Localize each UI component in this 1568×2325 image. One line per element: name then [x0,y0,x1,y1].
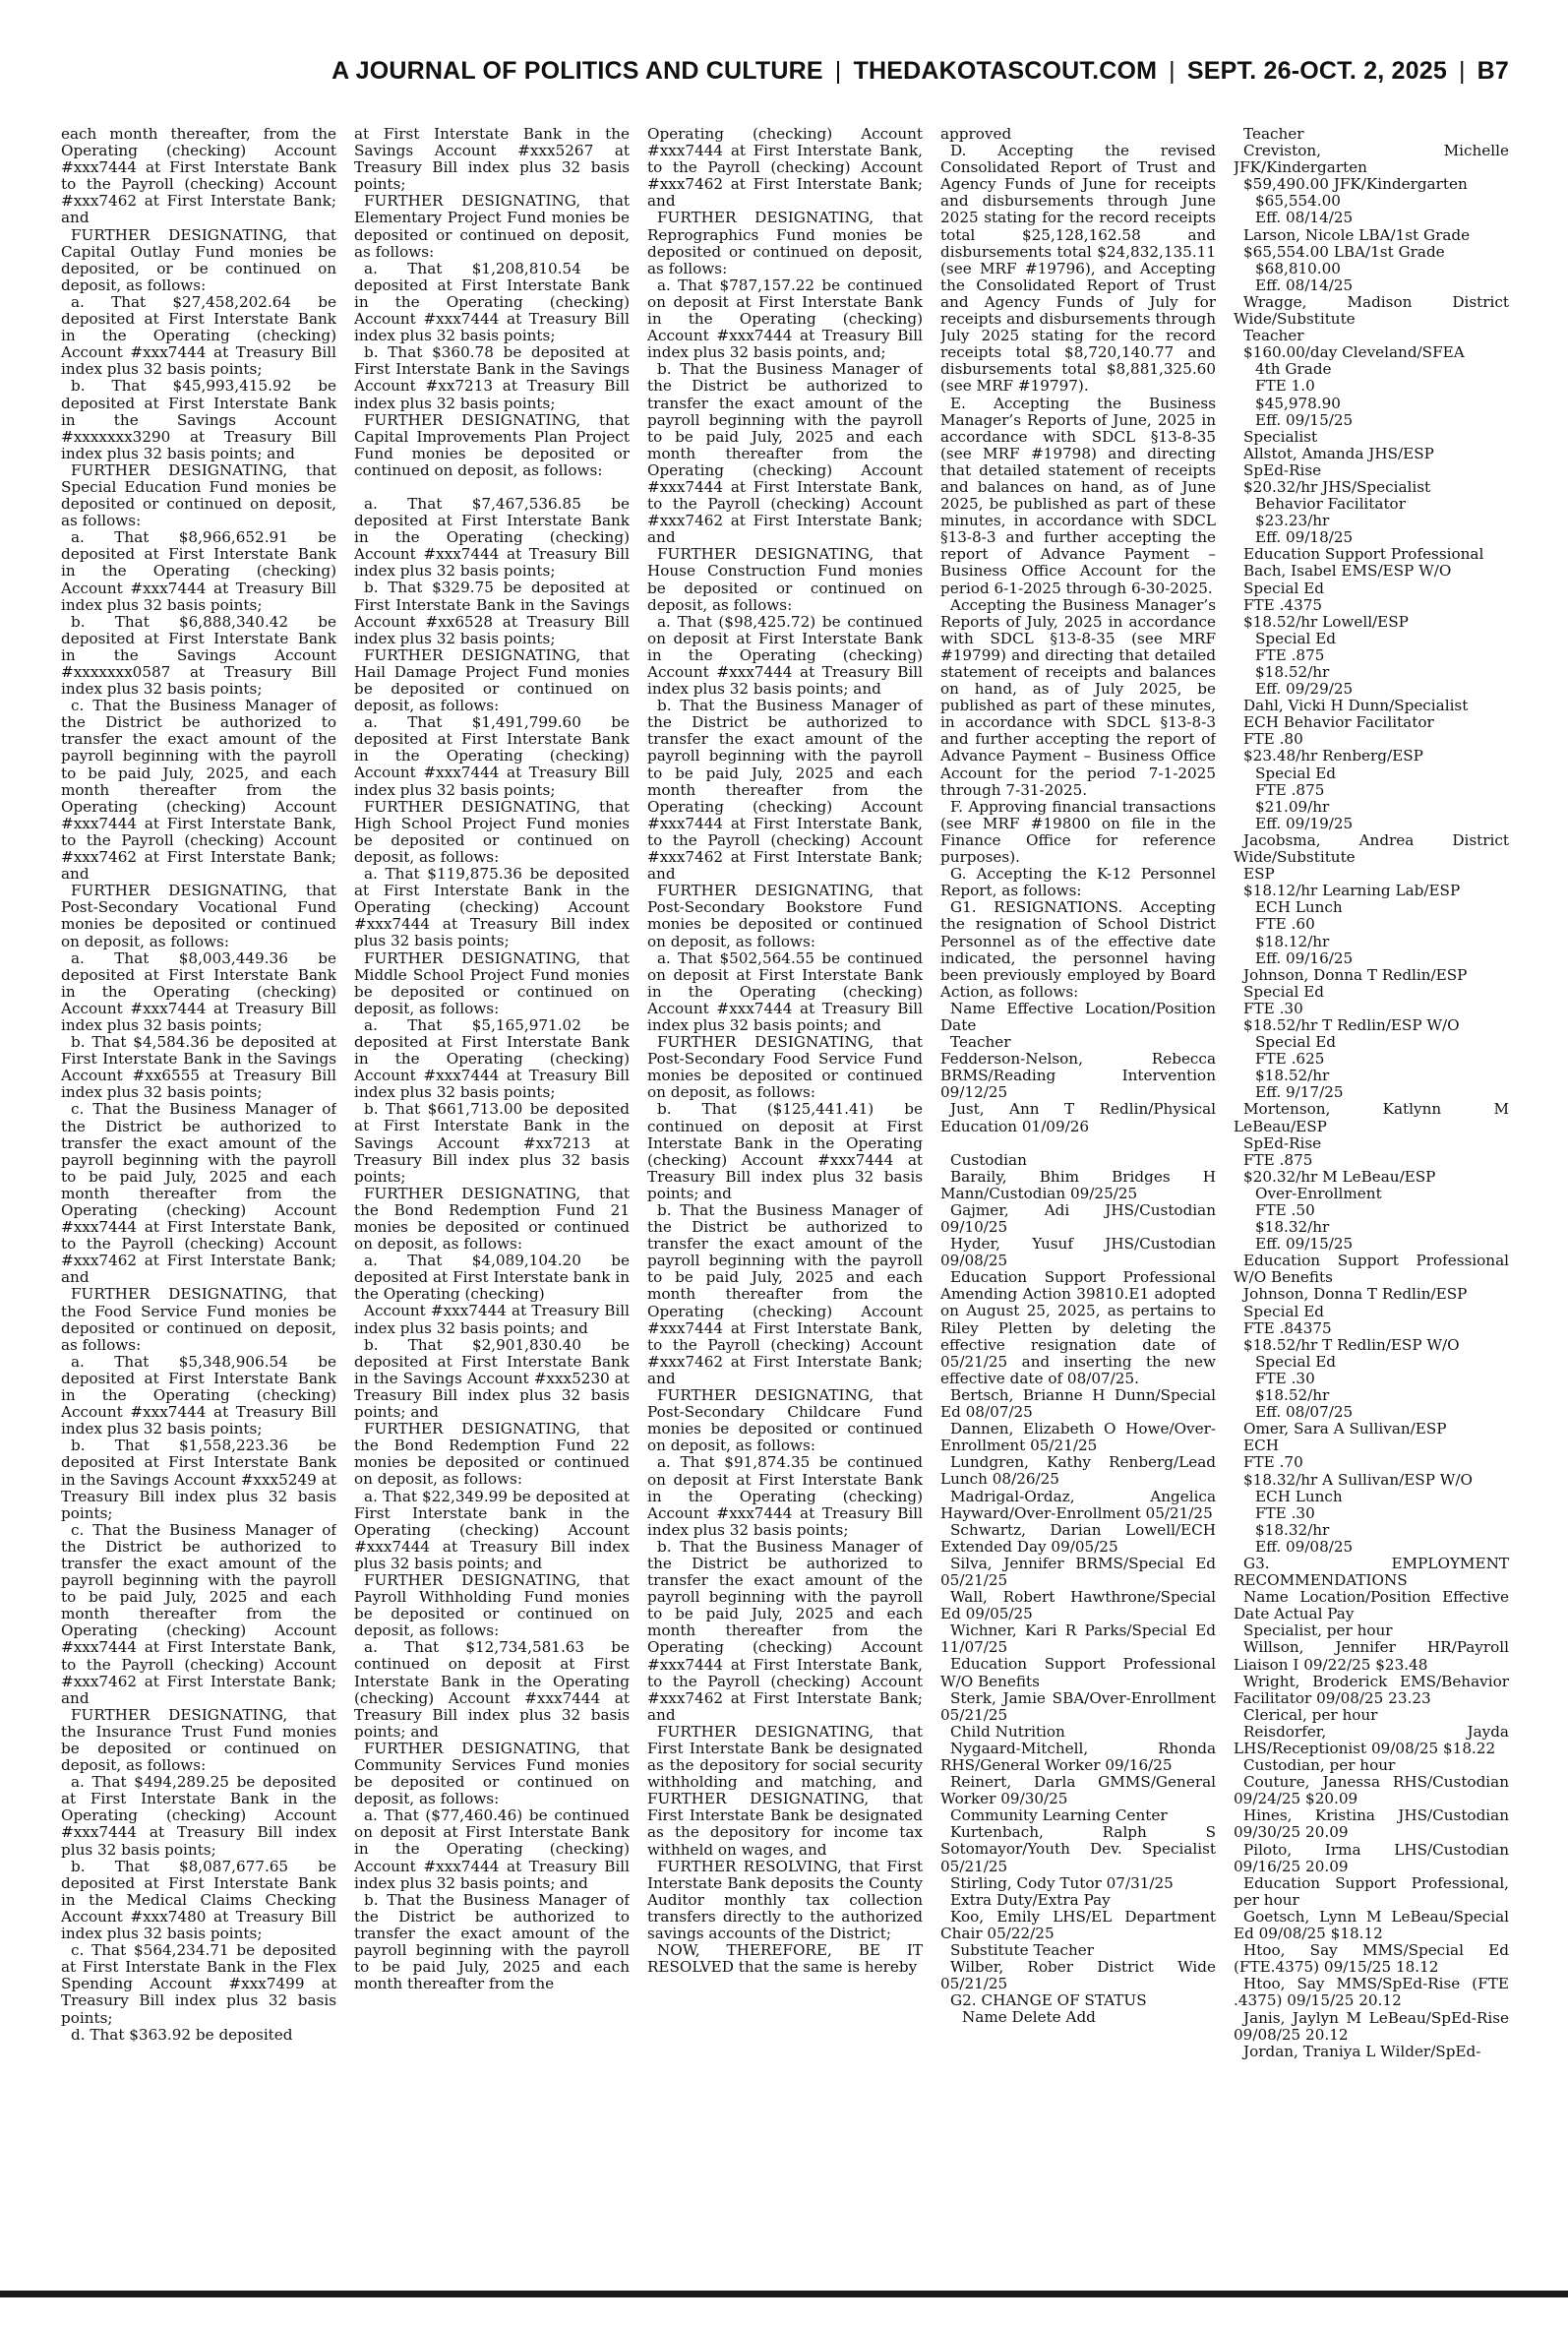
notice-paragraph: Account #xxx7444 at Treasury Bill index plus 32 basis points; and [354,1302,630,1337]
notice-paragraph: a. That $8,966,652.91 be deposited at First Interstate Bank in the Operating (checking) Account #xxx7444 at Treasury Bill index plus 32 basis points; [61,528,336,614]
notice-paragraph: c. That $564,234.71 be deposited at First Interstate Bank in the Flex Spending Account #xxx7499 at Treasury Bill index plus 32 basis points; [61,1941,336,2027]
notice-paragraph: FTE .84375 [1243,1318,1332,1337]
notice-paragraph: FURTHER RESOLVING, that First Interstate Bank deposits the County Auditor monthly tax collection transfers directly to the authorized savings accounts of the District; [647,1857,923,1943]
notice-paragraph: Goetsch, Lynn M LeBeau/Special Ed 09/08/25 $18.12 [1234,1907,1509,1943]
notice-paragraph: $18.52/hr [1255,663,1330,681]
notice-paragraph: Clerical, per hour [1243,1705,1378,1724]
notice-paragraph: Johnson, Donna T Redlin/ESP [1243,1285,1468,1304]
issue-dates: SEPT. 26-OCT. 2, 2025 [1186,56,1447,85]
notice-paragraph: FURTHER DESIGNATING, that First Interstate Bank be designated as the depository for social security withholding and matching, and FURTHER DESIGNATING, that First Interstate Bank be designated as the depository for income tax withheld on wages, and [647,1722,923,1859]
notice-paragraph: FTE .30 [1255,1503,1315,1522]
notice-paragraph: b. That $45,993,415.92 be deposited at First Interstate Bank in the Savings Account #xxxxxxx3290 at Treasury Bill index plus 32 basis points; and [61,377,336,462]
notice-paragraph: $23.23/hr [1255,512,1330,530]
notice-paragraph: FURTHER DESIGNATING, that Reprographics Fund monies be deposited or continued on deposit, as follows: [647,209,923,277]
notice-paragraph: b. That $4,584.36 be deposited at First Interstate Bank in the Savings Account #xx6555 at Treasury Bill index plus 32 basis points; [61,1033,336,1102]
notice-paragraph: G. Accepting the K-12 Personnel Report, as follows: [940,865,1216,900]
column-4 [940,126,1216,2281]
notice-paragraph: FURTHER DESIGNATING, that Post-Secondary Bookstore Fund monies be deposited or continued on deposit, as follows: [647,882,923,950]
notice-paragraph: Teacher [950,1033,1011,1052]
notice-paragraph: Eff. 09/15/25 [1255,1235,1354,1254]
notice-paragraph: Gajmer, Adi JHS/Custodian 09/10/25 [940,1200,1216,1236]
notice-paragraph: $18.52/hr [1255,1067,1330,1085]
notice-paragraph: $18.52/hr T Redlin/ESP W/O [1243,1015,1460,1034]
column-1 [61,126,336,2281]
notice-paragraph: FTE .875 [1243,1150,1313,1169]
notice-paragraph: FTE .30 [1243,999,1303,1017]
notice-paragraph: FTE .70 [1243,1453,1303,1472]
notice-paragraph: b. That $1,558,223.36 be deposited at First Interstate Bank in the Savings Account #xxx5249 at Treasury Bill index plus 32 basis points; [61,1437,336,1522]
notice-paragraph: FURTHER DESIGNATING, that the Bond Redemption Fund 21 monies be deposited or continued on deposit, as follows: [354,1184,630,1254]
notice-paragraph: a. That $1,491,799.60 be deposited at First Interstate Bank in the Operating (checking) Account #xxx7444 at Treasury Bill index plus 32 basis points; [354,713,630,799]
notice-paragraph: Silva, Jennifer BRMS/Special Ed 05/21/25 [940,1554,1216,1589]
notice-paragraph: Name Location/Position Effective Date Actual Pay [1234,1588,1509,1623]
notice-paragraph: Name Delete Add [962,2008,1096,2027]
notice-paragraph: FTE .30 [1255,1369,1315,1387]
notice-paragraph: Schwartz, Darian Lowell/ECH Extended Day 09/05/25 [940,1520,1216,1556]
notice-paragraph: Baraily, Bhim Bridges H Mann/Custodian 09/25/25 [940,1167,1216,1202]
notice-paragraph: at First Interstate Bank in the Savings Account #xxx5267 at Treasury Bill index plus 32 basis points; [354,126,630,194]
notice-paragraph: FURTHER DESIGNATING, that Capital Improvements Plan Project Fund monies be deposited or continued on deposit, as follows: [354,410,630,479]
notice-paragraph: approved [940,126,1012,143]
notice-paragraph: Madrigal-Ordaz, Angelica Hayward/Over-Enrollment 05/21/25 [940,1487,1216,1522]
notice-paragraph: Over-Enrollment [1255,1184,1382,1202]
notice-paragraph: a. That $5,348,906.54 be deposited at First Interstate Bank in the Operating (checking) Account #xxx7444 at Treasury Bill index plus 32 basis points; [61,1352,336,1438]
notice-paragraph: a. That $27,458,202.64 be deposited at First Interstate Bank in the Operating (checking) Account #xxx7444 at Treasury Bill index plus 32 basis points; [61,292,336,379]
notice-paragraph: Wall, Robert Hawthrone/Special Ed 09/05/25 [940,1588,1216,1623]
notice-paragraph: Wichner, Kari R Parks/Special Ed 11/07/25 [940,1621,1216,1657]
notice-paragraph: E. Accepting the Business Manager’s Reports of June, 2025 in accordance with SDCL §13-8-35 (see MRF #19798) and directing that detailed statement of receipts and balances on hand, as of June 2025, be published as part of these minutes, in accordance with SDCL §13-8-3 and further accepting the report of Advance Payment – Business Office Account for the period 6-1-2025 through 6-30-2025. [940,394,1216,597]
notice-paragraph: Extra Duty/Extra Pay [950,1890,1111,1909]
notice-paragraph: FURTHER DESIGNATING, that the Insurance Trust Fund monies be deposited or continued on deposit, as follows: [61,1705,336,1775]
header-separator: | [1169,56,1176,85]
notice-paragraph: Education Support Professional W/O Benefits [1234,1252,1509,1287]
notice-paragraph: d. That $363.92 be deposited [71,2025,293,2044]
notice-paragraph: Sterk, Jamie SBA/Over-Enrollment 05/21/25 [940,1688,1216,1724]
notice-paragraph: Custodian, per hour [1243,1756,1396,1775]
notice-paragraph: Wright, Broderick EMS/Behavior Facilitator 09/08/25 23.23 [1234,1672,1509,1707]
legal-notice-columns [61,126,1509,2281]
notice-paragraph: Eff. 08/14/25 [1255,209,1354,227]
header-separator: | [1458,56,1466,85]
notice-paragraph: Teacher [1243,126,1304,143]
notice-paragraph: Special Ed [1255,1033,1337,1052]
notice-paragraph: FURTHER DESIGNATING, that the Bond Redemption Fund 22 monies be deposited or continued on deposit, as follows: [354,1420,630,1489]
notice-paragraph: Koo, Emily LHS/EL Department Chair 05/22/25 [940,1907,1216,1942]
notice-paragraph: Couture, Janessa RHS/Custodian 09/24/25 $20.09 [1234,1773,1509,1808]
notice-paragraph: Special Ed [1255,764,1337,782]
notice-paragraph: b. That $2,901,830.40 be deposited at First Interstate Bank in the Savings Account #xxx5230 at Treasury Bill index plus 32 basis points; and [354,1335,630,1422]
page-header [332,51,1509,91]
notice-paragraph: Fedderson-Nelson, Rebecca BRMS/Reading Intervention 09/12/25 [940,1050,1216,1102]
notice-paragraph: FURTHER DESIGNATING, that Post-Secondary Food Service Fund monies be deposited or continued on deposit, as follows: [647,1033,923,1102]
notice-paragraph: Wilber, Rober District Wide 05/21/25 [940,1958,1216,1993]
notice-paragraph: a. That $22,349.99 be deposited at First Interstate bank in the Operating (checking) Account #xxx7444 at Treasury Bill index plus 32 basis points; and [354,1487,630,1572]
notice-paragraph: Nygaard-Mitchell, Rhonda RHS/General Worker 09/16/25 [940,1739,1216,1774]
notice-paragraph: FTE 1.0 [1255,377,1315,396]
notice-paragraph: Substitute Teacher [950,1941,1094,1960]
notice-paragraph: Hyder, Yusuf JHS/Custodian 09/08/25 [940,1235,1216,1270]
notice-paragraph: Community Learning Center [950,1806,1168,1825]
notice-paragraph: Behavior Facilitator [1255,495,1406,514]
notice-paragraph: Larson, Nicole LBA/1st Grade [1243,225,1471,244]
notice-paragraph: Specialist, per hour [1243,1621,1393,1640]
notice-paragraph: Special Ed [1255,1352,1337,1371]
notice-paragraph: Special Ed [1243,982,1325,1001]
notice-paragraph: Janis, Jaylyn M LeBeau/SpEd-Rise 09/08/25 20.12 [1234,2008,1509,2044]
notice-paragraph: FURTHER DESIGNATING, that Elementary Project Fund monies be deposited or continued on deposit, as follows: [354,192,630,261]
notice-paragraph: SpEd-Rise [1243,460,1322,479]
notice-paragraph: Custodian [950,1150,1027,1169]
notice-paragraph: FTE .875 [1255,645,1325,664]
notice-paragraph: Stirling, Cody Tutor 07/31/25 [950,1873,1174,1892]
notice-paragraph: D. Accepting the revised Consolidated Report of Trust and Agency Funds of June for receipts and disbursements through June 2025 stating for the record receipts total $25,128,162.58 and disbursements total $24,832,135.11 (see MRF #19796), and Accepting the Consolidated Report of Trust and Agency Funds of July for receipts and disbursements through July 2025 stating for the record receipts total $8,720,140.77 and disbursements total $8,881,325.60 (see MRF #19797). [940,142,1216,396]
notice-paragraph: FTE .60 [1255,915,1315,934]
notice-paragraph: FURTHER DESIGNATING, that the Food Service Fund monies be deposited or continued on deposit, as follows: [61,1285,336,1354]
notice-paragraph: a. That $494,289.25 be deposited at First Interstate Bank in the Operating (checking) Account #xxx7444 at Treasury Bill index plus 32 basis points; [61,1773,336,1859]
notice-paragraph: Htoo, Say MMS/Special Ed (FTE.4375) 09/15/25 18.12 [1234,1941,1509,1977]
notice-paragraph: b. That $6,888,340.42 be deposited at First Interstate Bank in the Savings Account #xxxxxxx0587 at Treasury Bill index plus 32 basis points; [61,612,336,699]
notice-paragraph: Eff. 09/19/25 [1255,814,1354,832]
notice-paragraph: Education Support Professional Amending Action 39810.E1 adopted on August 25, 2025, as pertains to Riley Pletten by deleting the effective resignation date of 05/21/25 and inserting the new effective date of 08/07/25. [940,1268,1216,1387]
notice-paragraph: Operating (checking) Account #xxx7444 at First Interstate Bank, to the Payroll (checking) Account #xxx7462 at First Interstate Bank; and [647,126,923,211]
notice-paragraph: ECH Lunch [1255,1487,1343,1505]
notice-paragraph: FURTHER DESIGNATING, that Post-Secondary Childcare Fund monies be deposited or continued on deposit, as follows: [647,1386,923,1455]
notice-paragraph: c. That the Business Manager of the District be authorized to transfer the exact amount of the payroll beginning with the payroll to be paid July, 2025 and each month thereafter from the Operating (checking) Account #xxx7444 at First Interstate Bank, to the Payroll (checking) Account #xxx7462 at First Interstate Bank; and [61,1520,336,1707]
notice-paragraph: FURTHER DESIGNATING, that Hail Damage Project Fund monies be deposited or continued on deposit, as follows: [354,645,630,715]
notice-paragraph: F. Approving financial transactions (see MRF #19800 on file in the Finance Office for reference purposes). [940,797,1216,867]
notice-paragraph: $18.52/hr Lowell/ESP [1243,612,1409,631]
notice-paragraph: ECH Behavior Facilitator [1243,713,1434,732]
notice-paragraph: Bach, Isabel EMS/ESP W/O [1243,562,1452,581]
notice-paragraph: Education Support Professional W/O Benefits [940,1655,1216,1690]
notice-paragraph: FURTHER DESIGNATING, that Capital Outlay Fund monies be deposited, or be continued on deposit, as follows: [61,225,336,294]
notice-paragraph: a. That ($77,460.46) be continued on deposit at First Interstate Bank in the Operating (checking) Account #xxx7444 at Treasury Bill index plus 32 basis points; and [354,1806,630,1892]
notice-paragraph: Hines, Kristina JHS/Custodian 09/30/25 20.09 [1234,1806,1509,1842]
notice-paragraph: Eff. 09/08/25 [1255,1537,1354,1556]
notice-paragraph: Jordan, Traniya L Wilder/SpEd- [1243,2042,1481,2060]
notice-paragraph: ECH [1243,1437,1279,1455]
notice-paragraph: c. That the Business Manager of the District be authorized to transfer the exact amount of the payroll beginning with the payroll to be paid July, 2025 and each month thereafter from the Operating (checking) Account #xxx7444 at First Interstate Bank, to the Payroll (checking) Account #xxx7462 at First Interstate Bank; and [61,1100,336,1287]
notice-paragraph: Just, Ann T Redlin/Physical Education 01/09/26 [940,1100,1216,1135]
notice-paragraph: $68,810.00 [1255,259,1341,277]
notice-paragraph: Lundgren, Kathy Renberg/Lead Lunch 08/26/25 [940,1453,1216,1489]
notice-paragraph: Bertsch, Brianne H Dunn/Special Ed 08/07/25 [940,1385,1216,1422]
notice-paragraph: Willson, Jennifer HR/Payroll Liaison I 09/22/25 $23.48 [1234,1638,1509,1674]
notice-paragraph: SpEd-Rise [1243,1133,1322,1152]
notice-paragraph: Jacobsma, Andrea District Wide/Substitute [1234,830,1509,867]
notice-paragraph: G3. EMPLOYMENT RECOMMENDATIONS [1234,1554,1509,1590]
notice-paragraph: each month thereafter, from the Operating (checking) Account #xxx7444 at First Interstate Bank to the Payroll (checking) Account #xxx7462 at First Interstate Bank; and [61,126,336,227]
notice-paragraph: a. That $4,089,104.20 be deposited at First Interstate bank in the Operating (checking) [354,1252,630,1304]
notice-paragraph: Eff. 09/16/25 [1255,948,1354,967]
notice-paragraph: FURTHER DESIGNATING, that Community Services Fund monies be deposited or continued on deposit, as follows: [354,1739,630,1808]
column-3 [647,126,923,2281]
notice-paragraph: Child Nutrition [950,1722,1065,1741]
notice-paragraph: Education Support Professional, per hour [1234,1873,1509,1909]
notice-paragraph: Wragge, Madison District Wide/Substitute [1234,292,1509,329]
notice-paragraph: a. That ($98,425.72) be continued on deposit at First Interstate Bank in the Operating (checking) Account #xxx7444 at Treasury Bill index plus 32 basis points; and [647,612,923,699]
column-2 [354,126,630,2281]
notice-paragraph: FTE .625 [1255,1050,1325,1069]
notice-paragraph: a. That $8,003,449.36 be deposited at First Interstate Bank in the Operating (checking) Account #xxx7444 at Treasury Bill index plus 32 basis points; [61,948,336,1034]
notice-paragraph: FTE .4375 [1243,595,1323,614]
bottom-rule [0,2291,1568,2297]
notice-paragraph: Allstot, Amanda JHS/ESP [1243,444,1434,462]
notice-paragraph: $18.32/hr [1255,1218,1330,1237]
notice-paragraph: c. That the Business Manager of the District be authorized to transfer the exact amount of the payroll beginning with the payroll to be paid July, 2025, and each month thereafter from the Operating (checking) Account #xxx7444 at First Interstate Bank, to the Payroll (checking) Account #xxx7462 at First Interstate Bank; and [61,697,336,884]
notice-paragraph: Eff. 09/18/25 [1255,528,1354,547]
notice-paragraph: a. That $7,467,536.85 be deposited at First Interstate Bank in the Operating (checking) Account #xxx7444 at Treasury Bill index plus 32 basis points; [354,494,630,581]
notice-paragraph: Eff. 9/17/25 [1255,1083,1344,1102]
notice-paragraph: b. That $661,713.00 be deposited at First Interstate Bank in the Savings Account #xx7213 at Treasury Bill index plus 32 basis points; [354,1100,630,1186]
notice-paragraph: b. That the Business Manager of the District be authorized to transfer the exact amount of the payroll beginning with the payroll to be paid July, 2025 and each month thereafter from the Operating (checking) Account #xxx7444 at First Interstate Bank, to the Payroll (checking) Account #xxx7462 at First Interstate Bank; and [647,1537,923,1724]
notice-paragraph: Kurtenbach, Ralph S Sotomayor/Youth Dev. Specialist 05/21/25 [940,1823,1216,1875]
notice-paragraph: FURTHER DESIGNATING, that Middle School Project Fund monies be deposited or continued on deposit, as follows: [354,948,630,1017]
notice-paragraph: Omer, Sara A Sullivan/ESP [1243,1420,1447,1438]
notice-paragraph: Mortenson, Katlynn M LeBeau/ESP [1234,1100,1509,1135]
notice-paragraph: 4th Grade [1255,360,1332,379]
page-number: B7 [1477,56,1509,85]
notice-paragraph: Eff. 08/07/25 [1255,1403,1354,1422]
notice-paragraph: Special Ed [1243,579,1325,597]
notice-paragraph: b. That the Business Manager of the District be authorized to transfer the exact amount of the payroll beginning with the payroll to be paid July, 2025 and each month thereafter from the Operating (checking) Account #xxx7444 at First Interstate Bank, to the Payroll (checking) Account #xxx7462 at First Interstate Bank; and [647,697,923,884]
notice-paragraph: Dannen, Elizabeth O Howe/Over-Enrollment 05/21/25 [940,1420,1216,1455]
header-separator: | [834,56,842,85]
notice-paragraph: $18.12/hr [1255,932,1330,950]
notice-paragraph: Reinert, Darla GMMS/General Worker 09/30/25 [940,1773,1216,1808]
notice-paragraph: $18.52/hr [1255,1386,1330,1405]
notice-paragraph: b. That $360.78 be deposited at First Interstate Bank in the Savings Account #xx7213 at Treasury Bill index plus 32 basis points; [354,343,630,412]
notice-paragraph: Eff. 08/14/25 [1255,275,1354,294]
notice-paragraph: a. That $5,165,971.02 be deposited at First Interstate Bank in the Operating (checking) Account #xxx7444 at Treasury Bill index plus 32 basis points; [354,1015,630,1102]
notice-paragraph: a. That $119,875.36 be deposited at First Interstate Bank in the Operating (checking) Account #xxx7444 at Treasury Bill index plus 32 basis points; [354,865,630,950]
notice-paragraph: Eff. 09/29/25 [1255,680,1354,699]
notice-paragraph: Special Ed [1255,629,1337,647]
notice-paragraph: a. That $12,734,581.63 be continued on deposit at First Interstate Bank in the Operating (checking) Account #xxx7444 at Treasury Bill index plus 32 basis points; and [354,1638,630,1741]
notice-paragraph: a. That $787,157.22 be continued on deposit at First Interstate Bank in the Operating (checking) Account #xxx7444 at Treasury Bill index plus 32 basis points, and; [647,275,923,362]
notice-paragraph: G1. RESIGNATIONS. Accepting the resignation of School District Personnel as of the effective date indicated, the personnel having been previously employed by Board Action, as follows: [940,898,1216,1001]
notice-paragraph: FURTHER DESIGNATING, that Special Education Fund monies be deposited or continued on deposit, as follows: [61,460,336,530]
notice-paragraph: a. That $1,208,810.54 be deposited at First Interstate Bank in the Operating (checking) Account #xxx7444 at Treasury Bill index plus 32 basis points; [354,259,630,345]
notice-paragraph: Specialist [1243,427,1318,446]
notice-paragraph: Reisdorfer, Jayda LHS/Receptionist 09/08/25 $18.22 [1234,1722,1509,1757]
notice-paragraph: $21.09/hr [1255,797,1330,816]
notice-paragraph: Eff. 09/15/25 [1255,410,1354,429]
notice-paragraph: Htoo, Say MMS/SpEd-Rise (FTE .4375) 09/15/25 20.12 [1234,1975,1509,2010]
notice-paragraph: $20.32/hr M LeBeau/ESP [1243,1167,1436,1186]
notice-paragraph: Teacher [1243,327,1304,345]
notice-paragraph: $18.12/hr Learning Lab/ESP [1243,882,1461,900]
notice-paragraph: $160.00/day Cleveland/SFEA [1243,343,1465,362]
notice-paragraph: a. That $91,874.35 be continued on deposit at First Interstate Bank in the Operating (checking) Account #xxx7444 at Treasury Bill index plus 32 basis points; [647,1453,923,1539]
notice-paragraph: b. That the Business Manager of the District be authorized to transfer the exact amount of the payroll beginning with the payroll to be paid July, 2025 and each month thereafter from the Operating (checking) Account #xxx7444 at First Interstate Bank, to the Payroll (checking) Account #xxx7462 at First Interstate Bank; and [647,1201,923,1387]
notice-paragraph: FTE .875 [1255,780,1325,799]
notice-paragraph: FURTHER DESIGNATING, that Payroll Withholding Fund monies be deposited or continued on deposit, as follows: [354,1570,630,1640]
notice-paragraph: Accepting the Business Manager’s Reports of July, 2025 in accordance with SDCL §13-8-35 (see MRF #19799) and directing that detailed statement of receipts and balances on hand, as of July 2025, be published as part of these minutes, in accordance with SDCL §13-8-3 and further accepting the report of Advance Payment – Business Office Account for the period 7-1-2025 through 7-31-2025. [940,595,1216,799]
notice-paragraph: $65,554.00 LBA/1st Grade [1243,242,1445,261]
notice-paragraph: ECH Lunch [1255,898,1343,917]
notice-paragraph: FURTHER DESIGNATING, that High School Project Fund monies be deposited or continued on deposit, as follows: [354,797,630,866]
site-link[interactable]: THEDAKOTASCOUT.COM [853,56,1158,85]
notice-paragraph: Education Support Professional [1243,545,1484,564]
notice-paragraph: $18.32/hr A Sullivan/ESP W/O [1243,1470,1473,1489]
notice-paragraph: FURTHER DESIGNATING, that House Construction Fund monies be deposited or continued on deposit, as follows: [647,545,923,614]
notice-paragraph: $23.48/hr Renberg/ESP [1243,747,1423,765]
notice-paragraph: Name Effective Location/Position Date [940,999,1216,1034]
notice-paragraph: b. That the Business Manager of the District be authorized to transfer the exact amount of the payroll beginning with the payroll to be paid July, 2025 and each month thereafter from the Operating (checking) Account #xxx7444 at First Interstate Bank, to the Payroll (checking) Account #xxx7462 at First Interstate Bank; and [647,360,923,547]
notice-paragraph: a. That $502,564.55 be continued on deposit at First Interstate Bank in the Operating (checking) Account #xxx7444 at Treasury Bill index plus 32 basis points; and [647,948,923,1034]
notice-paragraph: $20.32/hr JHS/Specialist [1243,477,1431,496]
notice-paragraph: Piloto, Irma LHS/Custodian 09/16/25 20.09 [1234,1840,1509,1875]
notice-paragraph: b. That ($125,441.41) be continued on deposit at First Interstate Bank in the Operating (checking) Account #xxx7444 at Treasury Bill index plus 32 basis points; and [647,1100,923,1202]
notice-paragraph: Special Ed [1243,1302,1325,1320]
notice-paragraph: G2. CHANGE OF STATUS [950,1991,1147,2010]
notice-paragraph: $18.52/hr T Redlin/ESP W/O [1243,1335,1460,1354]
notice-paragraph: b. That $329.75 be deposited at First Interstate Bank in the Savings Account #xx6528 at Treasury Bill index plus 32 basis points; [354,579,630,647]
notice-paragraph: $65,554.00 [1255,192,1341,211]
notice-paragraph: FTE .80 [1243,730,1303,749]
notice-paragraph: Creviston, Michelle JFK/Kindergarten [1234,142,1509,177]
journal-tagline: A JOURNAL OF POLITICS AND CULTURE [332,56,823,85]
notice-paragraph: b. That the Business Manager of the District be authorized to transfer the exact amount of the payroll beginning with the payroll to be paid July, 2025 and each month thereafter from the [354,1890,630,1993]
notice-paragraph: b. That $8,087,677.65 be deposited at First Interstate Bank in the Medical Claims Checking Account #xxx7480 at Treasury Bill index plus 32 basis points; [61,1857,336,1943]
notice-paragraph: NOW, THEREFORE, BE IT RESOLVED that the same is hereby [647,1941,923,1977]
notice-paragraph: $59,490.00 JFK/Kindergarten [1243,175,1468,194]
notice-paragraph: ESP [1243,865,1275,884]
notice-paragraph: FURTHER DESIGNATING, that Post-Secondary Vocational Fund monies be deposited or continued on deposit, as follows: [61,882,336,950]
column-5 [1234,126,1509,2281]
notice-paragraph: Dahl, Vicki H Dunn/Specialist [1243,697,1469,715]
notice-paragraph: $45,978.90 [1255,394,1341,412]
notice-paragraph: FTE .50 [1255,1201,1315,1219]
notice-paragraph: $18.32/hr [1255,1520,1330,1539]
notice-paragraph: Johnson, Donna T Redlin/ESP [1243,965,1468,984]
